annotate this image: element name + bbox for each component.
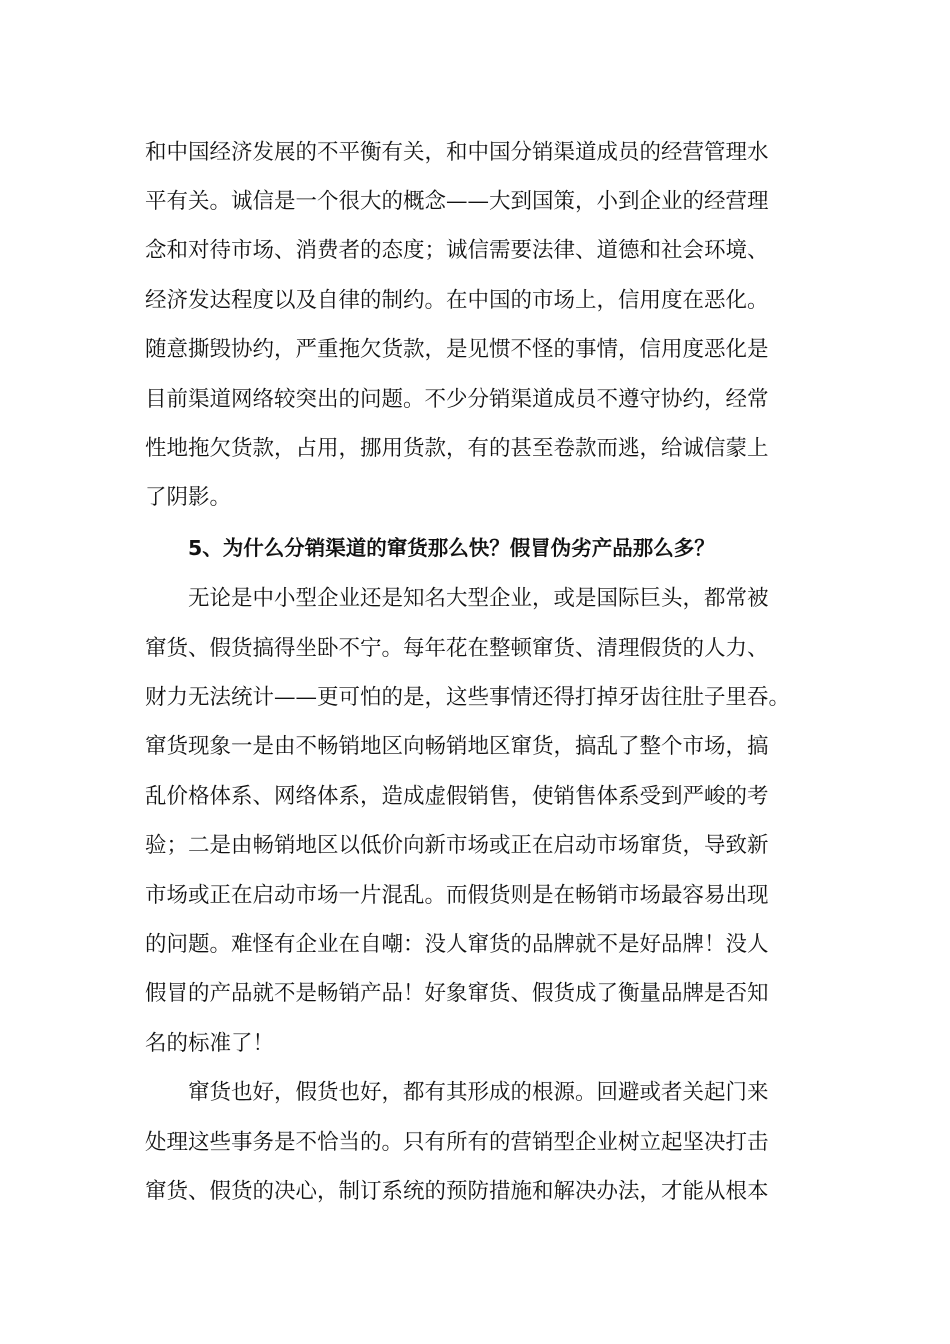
paragraph-line: 财力无法统计——更可怕的是，这些事情还得打掉牙齿往肚子里吞。 bbox=[145, 685, 791, 710]
paragraph-line: 随意撕毁协约，严重拖欠货款，是见惯不怪的事情，信用度恶化是 bbox=[145, 337, 769, 362]
paragraph-line: 经济发达程度以及自律的制约。在中国的市场上，信用度在恶化。 bbox=[145, 288, 769, 313]
paragraph-line: 无论是中小型企业还是知名大型企业，或是国际巨头，都常被 bbox=[188, 586, 769, 611]
paragraph-line: 了阴影。 bbox=[145, 485, 232, 510]
paragraph-line: 验；二是由畅销地区以低价向新市场或正在启动市场窜货，导致新 bbox=[145, 833, 769, 858]
paragraph-line: 窜货现象一是由不畅销地区向畅销地区窜货，搞乱了整个市场，搞 bbox=[145, 734, 769, 759]
paragraph-line: 窜货、假货搞得坐卧不宁。每年花在整顿窜货、清理假货的人力、 bbox=[145, 636, 769, 661]
paragraph-line: 窜货也好，假货也好，都有其形成的根源。回避或者关起门来 bbox=[188, 1080, 769, 1105]
paragraph-line: 假冒的产品就不是畅销产品！好象窜货、假货成了衡量品牌是否知 bbox=[145, 981, 769, 1006]
paragraph-line: 平有关。诚信是一个很大的概念——大到国策，小到企业的经营理 bbox=[145, 189, 769, 214]
paragraph-line: 名的标准了！ bbox=[145, 1031, 275, 1056]
paragraph-line: 和中国经济发展的不平衡有关，和中国分销渠道成员的经营管理水 bbox=[145, 140, 769, 165]
paragraph-line: 市场或正在启动市场一片混乱。而假货则是在畅销市场最容易出现 bbox=[145, 883, 769, 908]
paragraph-line: 目前渠道网络较突出的问题。不少分销渠道成员不遵守协约，经常 bbox=[145, 387, 769, 412]
paragraph-line: 窜货、假货的决心，制订系统的预防措施和解决办法，才能从根本 bbox=[145, 1179, 769, 1204]
paragraph-line: 处理这些事务是不恰当的。只有所有的营销型企业树立起坚决打击 bbox=[145, 1130, 769, 1155]
paragraph-line: 的问题。难怪有企业在自嘲：没人窜货的品牌就不是好品牌！没人 bbox=[145, 932, 769, 957]
paragraph-line: 念和对待市场、消费者的态度；诚信需要法律、道德和社会环境、 bbox=[145, 238, 769, 263]
section-heading: 5、为什么分销渠道的窜货那么快？假冒伪劣产品那么多？ bbox=[188, 536, 715, 560]
paragraph-line: 性地拖欠货款，占用，挪用货款，有的甚至卷款而逃，给诚信蒙上 bbox=[145, 436, 769, 461]
paragraph-line: 乱价格体系、网络体系，造成虚假销售，使销售体系受到严峻的考 bbox=[145, 784, 769, 809]
